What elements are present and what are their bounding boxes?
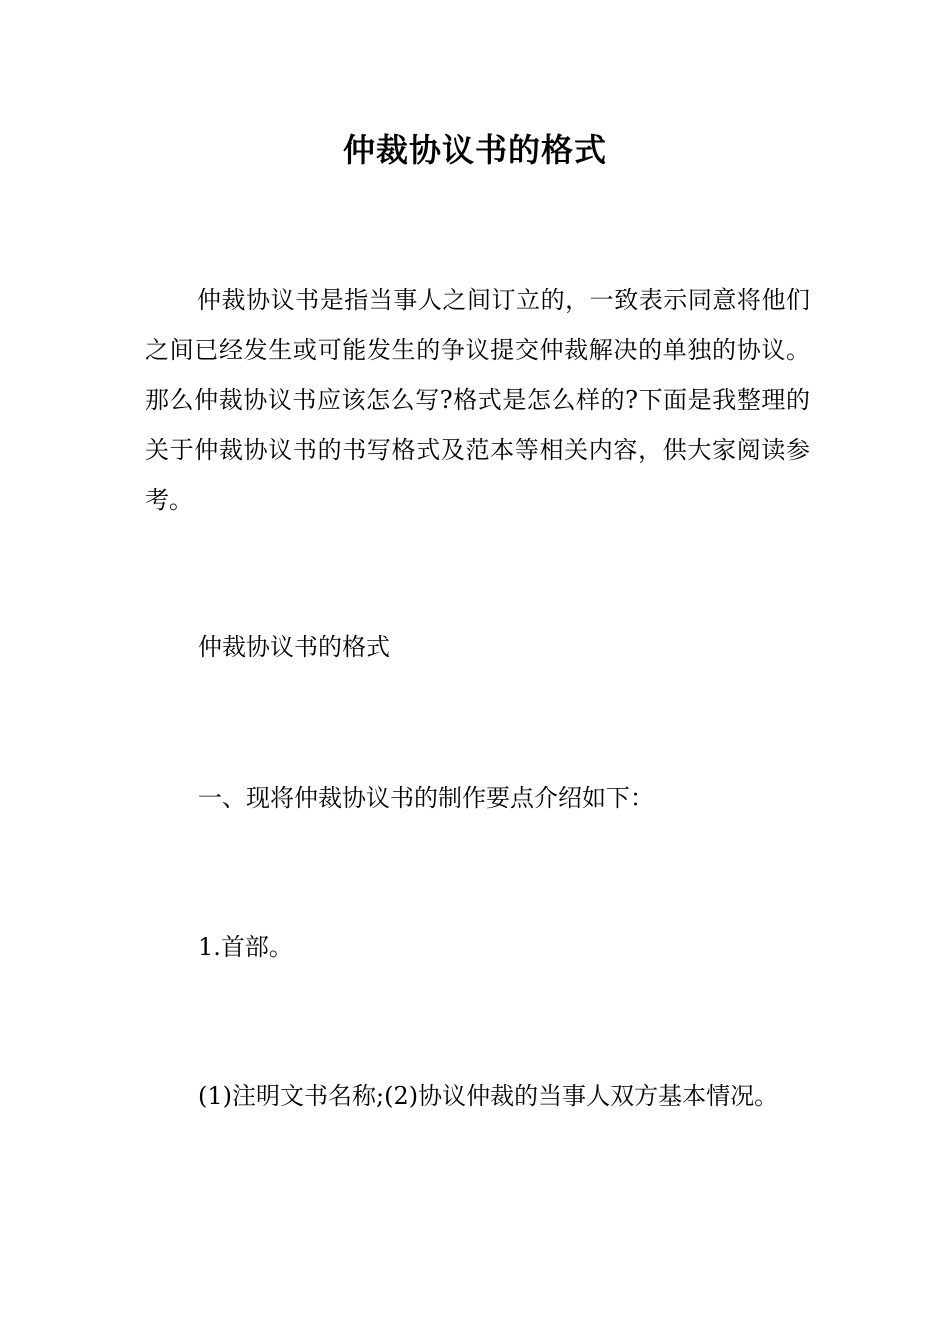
section-heading: 仲裁协议书的格式 [198,633,390,661]
item-one-heading: 1.首部。 [198,933,293,961]
part-one-heading: 一、现将仲裁协议书的制作要点介绍如下： [198,784,654,812]
item-one-detail: (1)注明文书名称;(2)协议仲裁的当事人双方基本情况。 [198,1082,779,1110]
intro-paragraph: 仲裁协议书是指当事人之间订立的，一致表示同意将他们之间已经发生或可能发生的争议提交仲裁解决的单独的协议。那么仲裁协议书应该怎么写?格式是怎么样的?下面是我整理的关于仲裁协议书的书写格式及范本等相关内容，供大家阅读参考。 [145,286,810,514]
document-title: 仲裁协议书的格式 [342,131,607,169]
